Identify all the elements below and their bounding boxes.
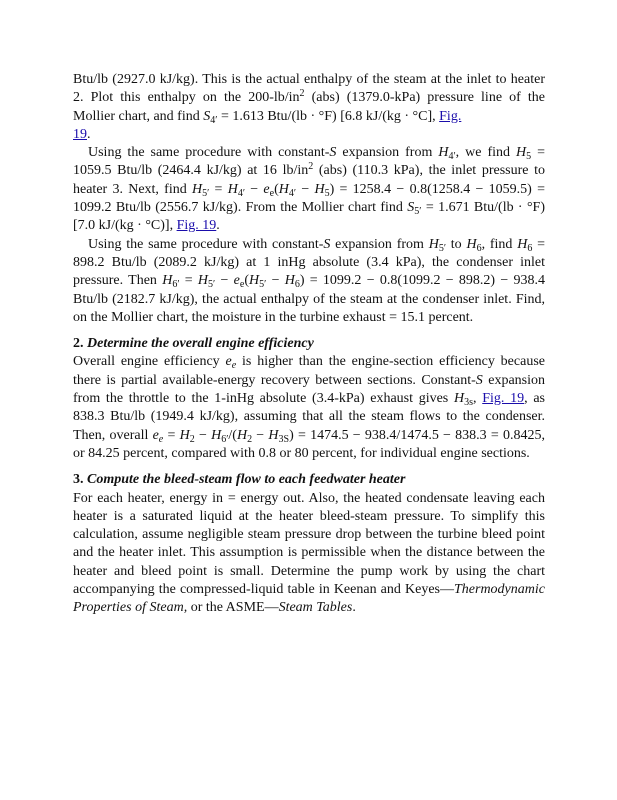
paragraph-2: Using the same procedure with constant-S expansion from $H_{4'}$, we find $H_5 = 1059.5$ Btu/lb (2464.4 kJ/kg) at 16 $lb/in^2$ (abs) (110.3 kPa), the inlet pressure to heater 3. Next, find $H_{5'} = H_{4'} - e_e(H_{4'} - H_5) = 1258.4 - 0.8(1258.4 - 1059.5) = 1099.2$ Btu/lb (2556.7 kJ/kg). From the Mollier chart find $S_{5'} = 1.671$ Btu/(lb · °F) [7.0 kJ/(kg · °C)], Fig. 19. [73, 145, 545, 234]
document-page [73, 71, 545, 618]
paragraph-1: Btu/lb (2927.0 kJ/kg). This is the actual enthalpy of the steam at the inlet to heater 2. Plot this enthalpy on the $200-lb/in^2$ (abs) (1379.0-kPa) pressure line of the Mollier chart, and find $S_{4'} = 1.613$ Btu/(lb · °F) [6.8 kJ/(kg · °C], Fig. 19. [73, 72, 545, 142]
fig-19-link[interactable]: Fig. 19 [176, 218, 217, 234]
section-heading-3: 3. Compute the bleed-steam flow to each feedwater heater [73, 472, 406, 488]
paragraph-4: Overall engine efficiency $e_e$ is higher than the engine-section efficiency because there is partial available-energy recovery between sections. Constant-S expansion from the throttle to the 1-inHg absolute (3.4-kPa) exhaust gives $H_{3s}$, Fig. 19, as 838.3 Btu/lb (1949.4 kJ/kg), assuming that all the steam flows to the condenser. Then, overall $e_e = H_2 - H_{6'}/(H_2 - H_{3S}) = 1474.5 - 938.4/1474.5 - 838.3 = 0.8425$, or 84.25 percent, compared with 0.8 or 80 percent, for individual engine sections. [73, 354, 545, 461]
paragraph-3: Using the same procedure with constant-S expansion from $H_{5'}$ to $H_6$, find $H_6 = 898.2$ Btu/lb (2089.2 kJ/kg) at 1 inHg absolute (3.4 kPa), the condenser inlet pressure. Then $H_{6'} = H_{5'} - e_e(H_{5'} - H_6) = 1099.2 - 0.8(1099.2 - 898.2) - 938.4$ Btu/lb (2182.7 kJ/kg), the actual enthalpy of the steam at the condenser inlet. Find, on the Mollier chart, the moisture in the turbine exhaust = 15.1 percent. [73, 236, 545, 325]
fig-19-link[interactable]: Fig. 19 [73, 108, 462, 142]
paragraph-5: For each heater, energy in = energy out. Also, the heated condensate leaving each heater is a saturated liquid at the heater bleed-steam pressure. To simplify this calculation, assume negligible steam pressure drop between the turbine bleed point and the heater inlet. This assumption is permissible when the distance between the heater and bleed point is small. Determine the pump work by using the chart accompanying the compressed-liquid table in Keenan and Keyes—Thermodynamic Properties of Steam, or the ASME—Steam Tables. [73, 490, 545, 616]
fig-19-link[interactable]: Fig. 19 [482, 391, 525, 407]
section-heading-2: 2. Determine the overall engine efficiency [73, 336, 314, 352]
